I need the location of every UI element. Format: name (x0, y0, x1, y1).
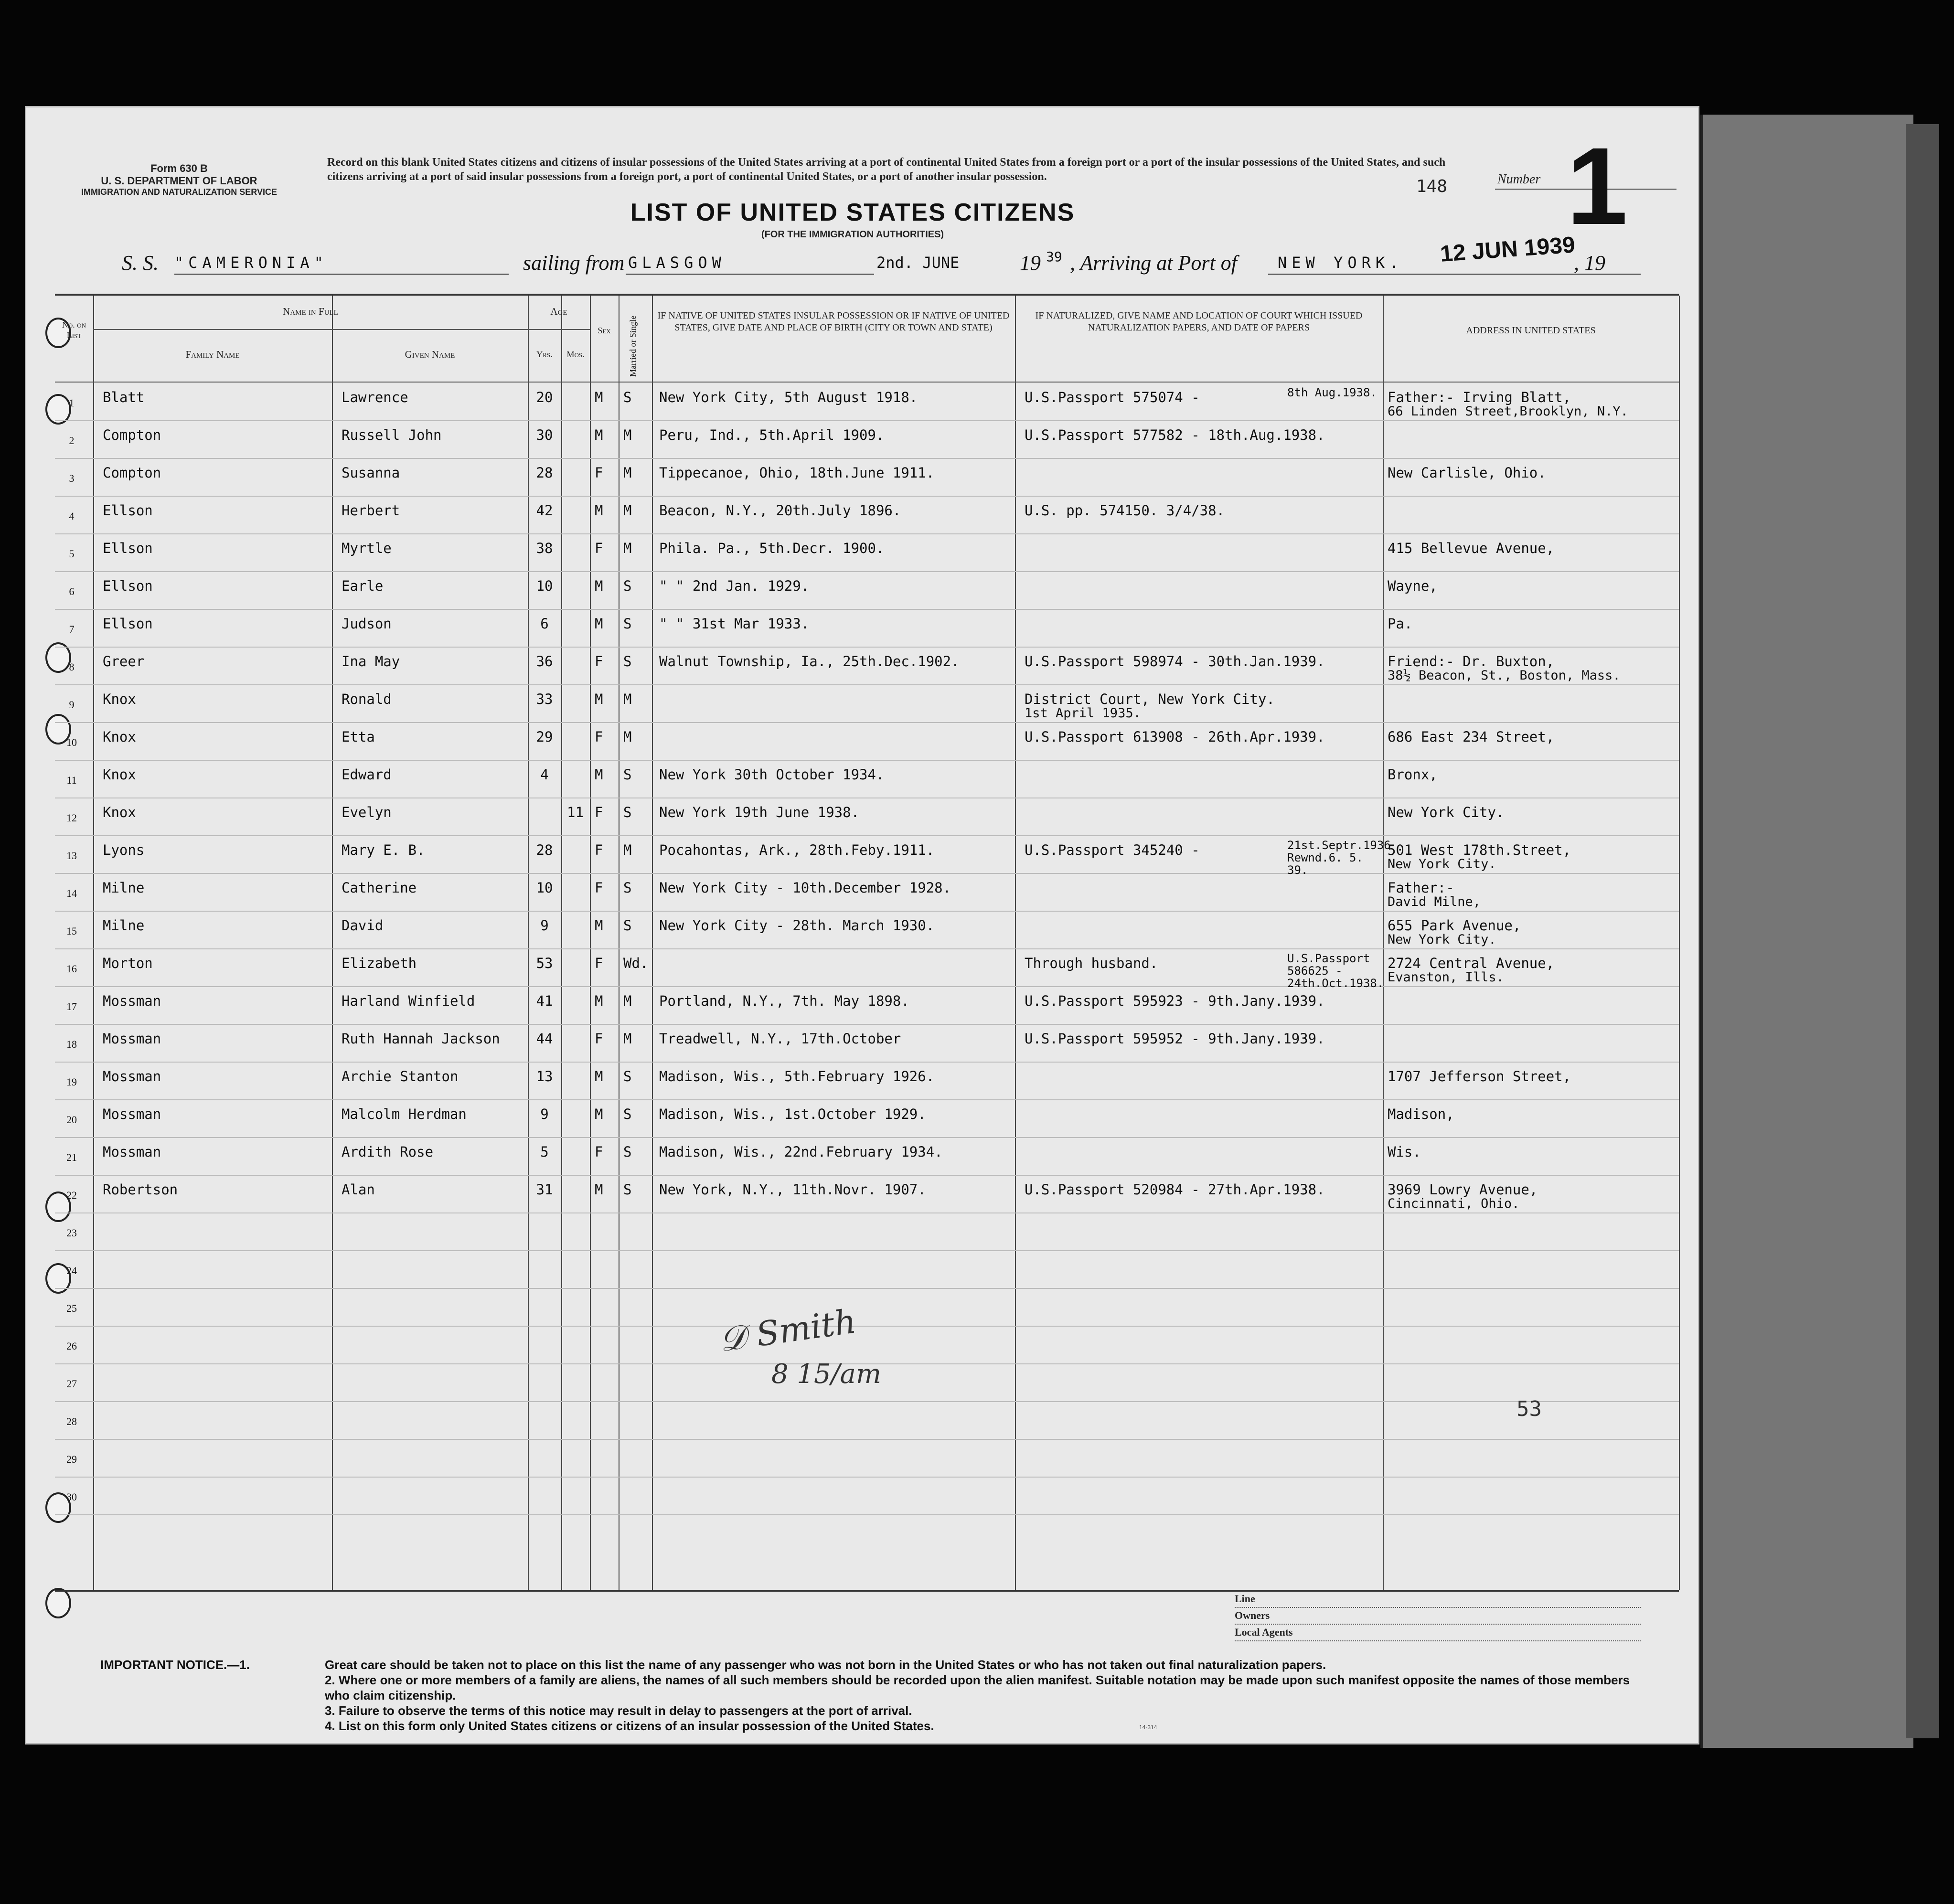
row-number: 24 (66, 1265, 77, 1276)
list-number: 1 (1567, 125, 1628, 247)
age-years-cell: 4 (540, 766, 549, 783)
arrival-port: NEW YORK. (1278, 254, 1404, 272)
birth-cell: Tippecanoe, Ohio, 18th.June 1911. (659, 465, 935, 481)
age-years-cell: 44 (536, 1031, 553, 1047)
adjacent-page (1700, 115, 1913, 1748)
naturalization-cell: District Court, New York City. (1025, 691, 1275, 707)
family-name-cell: Knox (103, 729, 136, 745)
table-row (55, 722, 1679, 761)
table-row (55, 383, 1679, 421)
given-name-cell: Archie Stanton (342, 1068, 459, 1085)
age-years-cell: 10 (536, 880, 553, 896)
marital-status-cell: M (623, 993, 632, 1009)
marital-status-cell: S (623, 1181, 632, 1198)
birth-cell: New York, N.Y., 11th.Novr. 1907. (659, 1181, 926, 1198)
table-row (55, 1477, 1679, 1515)
address-cell: Friend:- Dr. Buxton, (1388, 653, 1555, 670)
form-instructions: Record on this blank United States citizens and citizens of insular possessions of the United States arriving at a port of continental United States from a foreign port or a port of the insular possessions of the United States, and such citizens arriving at a port of said insular possessions from a foreign port, a port of continental United States, or a port of another insular possession. (327, 156, 1446, 183)
address-cell: Father:- (1388, 880, 1454, 896)
table-row (55, 684, 1679, 723)
naturalization-cell: U.S.Passport 520984 - 27th.Apr.1938. (1025, 1181, 1325, 1198)
header-rule (93, 329, 590, 330)
sex-cell: M (595, 578, 603, 594)
sex-cell: M (595, 427, 603, 443)
given-name-cell: Mary E. B. (342, 842, 425, 858)
table-row (55, 1213, 1679, 1251)
number-label: Number (1497, 172, 1541, 187)
address-cell: New York City. (1388, 804, 1505, 820)
family-name-cell: Lyons (103, 842, 145, 858)
row-number: 15 (66, 925, 77, 937)
age-years-cell: 5 (540, 1144, 549, 1160)
punch-hole (45, 1588, 71, 1618)
given-name-cell: David (342, 917, 384, 934)
form-number: Form 630 B (150, 162, 208, 174)
row-number: 3 (69, 472, 75, 484)
marital-status-cell: S (623, 389, 632, 405)
given-name-cell: Malcolm Herdman (342, 1106, 467, 1122)
birth-cell: New York 19th June 1938. (659, 804, 860, 820)
table-row (55, 986, 1679, 1025)
birth-cell: " " 31st Mar 1933. (659, 616, 810, 632)
address-cell: Father:- Irving Blatt, (1388, 389, 1571, 405)
birth-cell: New York City - 10th.December 1928. (659, 880, 951, 896)
notice-lead: IMPORTANT NOTICE.—1. (100, 1658, 250, 1672)
address-cell: Bronx, (1388, 766, 1438, 783)
marital-status-cell: S (623, 804, 632, 820)
given-name-cell: Ruth Hannah Jackson (342, 1031, 500, 1047)
given-name-cell: Harland Winfield (342, 993, 475, 1009)
table-row (55, 1062, 1679, 1100)
address-cell: 501 West 178th.Street, (1388, 842, 1571, 858)
table-row (55, 760, 1679, 798)
page-title: LIST OF UNITED STATES CITIZENS (630, 199, 1075, 226)
header-birth: IF NATIVE OF UNITED STATES INSULAR POSSESSION OR IF NATIVE OF UNITED STATES, GIVE DATE AND PLACE OF BIRTH (CITY OR TOWN AND STATE) (657, 310, 1010, 333)
sailing-from-label: sailing from (523, 251, 625, 275)
address-cell-2: 38½ Beacon, St., Boston, Mass. (1388, 668, 1621, 683)
given-name-cell: Edward (342, 766, 392, 783)
marital-status-cell: M (623, 1031, 632, 1047)
marital-status-cell: M (623, 502, 632, 519)
naturalization-cell-2: 1st April 1935. (1025, 706, 1141, 721)
age-years-cell: 28 (536, 465, 553, 481)
service-name: IMMIGRATION AND NATURALIZATION SERVICE (81, 187, 277, 197)
age-years-cell: 6 (540, 616, 549, 632)
given-name-cell: Ronald (342, 691, 392, 707)
age-years-cell: 20 (536, 389, 553, 405)
year-trailing: , 19 (1574, 251, 1605, 275)
age-years-cell: 42 (536, 502, 553, 519)
marital-status-cell: M (623, 842, 632, 858)
row-number: 26 (66, 1340, 77, 1352)
form-print-code: 14-314 (1139, 1724, 1157, 1731)
given-name-cell: Etta (342, 729, 375, 745)
sex-cell: F (595, 804, 603, 820)
notice-item: 2. Where one or more members of a family are aliens, the names of all such members should be recorded upon the alien manifest. Suitable notation may be made upon such manifest opposite the names of those members who claim citizenship. (325, 1673, 1630, 1702)
given-name-cell: Catherine (342, 880, 417, 896)
naturalization-cell-2: U.S.Passport 586625 - 24th.Oct.1938. (1287, 952, 1384, 990)
family-name-cell: Knox (103, 804, 136, 820)
age-years-cell: 38 (536, 540, 553, 556)
given-name-cell: Elizabeth (342, 955, 417, 971)
family-name-cell: Mossman (103, 1068, 161, 1085)
row-number: 11 (66, 774, 77, 786)
table-row (55, 1024, 1679, 1063)
arrival-underline (1268, 274, 1641, 275)
given-name-cell: Ina May (342, 653, 400, 670)
header-family-name: Family Name (185, 349, 240, 360)
given-name-cell: Earle (342, 578, 384, 594)
family-name-cell: Ellson (103, 578, 153, 594)
table-row (55, 835, 1679, 877)
birth-cell: Phila. Pa., 5th.Decr. 1900. (659, 540, 885, 556)
sex-cell: F (595, 1144, 603, 1160)
row-number: 9 (69, 699, 75, 711)
marital-status-cell: M (623, 465, 632, 481)
row-number: 20 (66, 1114, 77, 1126)
sex-cell: F (595, 540, 603, 556)
birth-cell: New York 30th October 1934. (659, 766, 885, 783)
row-number: 1 (69, 397, 75, 409)
age-years-cell: 31 (536, 1181, 553, 1198)
table-row (55, 571, 1679, 610)
table-row (55, 609, 1679, 648)
agent-lines (1235, 1593, 1641, 1643)
address-cell: Madison, (1388, 1106, 1454, 1122)
given-name-cell: Herbert (342, 502, 400, 519)
header-given-name: Given Name (405, 349, 455, 360)
ss-label: S. S. (122, 251, 159, 275)
marital-status-cell: Wd. (623, 955, 649, 971)
marital-status-cell: S (623, 653, 632, 670)
age-years-cell: 29 (536, 729, 553, 745)
important-notice (100, 1657, 1653, 1734)
row-number: 25 (66, 1302, 77, 1314)
family-name-cell: Milne (103, 917, 145, 934)
sex-cell: F (595, 880, 603, 896)
handwritten-signature: 𝒟 Smith (716, 1301, 859, 1360)
table-row (55, 911, 1679, 949)
address-cell-2: Evanston, Ills. (1388, 970, 1504, 985)
notice-item: 4. List on this form only United States citizens or citizens of an insular possession of the United States. (325, 1719, 934, 1733)
sex-cell: F (595, 1031, 603, 1047)
arriving-label: , Arriving at Port of (1070, 251, 1237, 275)
birth-cell: Peru, Ind., 5th.April 1909. (659, 427, 885, 443)
naturalization-cell: Through husband. (1025, 955, 1158, 971)
table-row (55, 1401, 1679, 1440)
age-years-cell: 30 (536, 427, 553, 443)
age-years-cell: 9 (540, 917, 549, 934)
address-cell: 3969 Lowry Avenue, (1388, 1181, 1538, 1198)
header-name-in-full: Name in Full (283, 306, 338, 317)
table-row (55, 420, 1679, 459)
naturalization-cell: U.S. pp. 574150. 3/4/38. (1025, 502, 1225, 519)
marital-status-cell: M (623, 729, 632, 745)
header-age: Age (550, 306, 567, 317)
birth-cell: Madison, Wis., 5th.February 1926. (659, 1068, 935, 1085)
table-row (55, 647, 1679, 685)
birth-cell: New York City - 28th. March 1930. (659, 917, 935, 934)
birth-cell: Portland, N.Y., 7th. May 1898. (659, 993, 909, 1009)
family-name-cell: Morton (103, 955, 153, 971)
marital-status-cell: S (623, 616, 632, 632)
ship-name: "CAMERONIA" (174, 254, 328, 272)
naturalization-cell: U.S.Passport 598974 - 30th.Jan.1939. (1025, 653, 1325, 670)
binding-strip (1906, 124, 1939, 1738)
table-row (55, 1250, 1679, 1289)
table-row (55, 798, 1679, 836)
address-cell: Wis. (1388, 1144, 1421, 1160)
family-name-cell: Ellson (103, 616, 153, 632)
header-no-on-list: No. on List (62, 320, 86, 340)
family-name-cell: Greer (103, 653, 145, 670)
given-name-cell: Lawrence (342, 389, 408, 405)
marital-status-cell: S (623, 1068, 632, 1085)
line-field: Line (1235, 1593, 1641, 1608)
sex-cell: F (595, 465, 603, 481)
header-address: ADDRESS IN UNITED STATES (1466, 325, 1596, 336)
header-married-single: Married or Single (628, 316, 638, 377)
sex-cell: M (595, 917, 603, 934)
age-years-cell: 28 (536, 842, 553, 858)
age-years-cell: 10 (536, 578, 553, 594)
table-row (55, 533, 1679, 572)
address-cell: 655 Park Avenue, (1388, 917, 1521, 934)
address-cell: New Carlisle, Ohio. (1388, 465, 1546, 481)
row-number: 7 (69, 623, 75, 635)
local-agents-field: Local Agents (1235, 1626, 1641, 1641)
naturalization-cell: U.S.Passport 345240 - (1025, 842, 1200, 858)
address-cell: 686 East 234 Street, (1388, 729, 1555, 745)
naturalization-cell: U.S.Passport 613908 - 26th.Apr.1939. (1025, 729, 1325, 745)
family-name-cell: Knox (103, 691, 136, 707)
age-years-cell: 41 (536, 993, 553, 1009)
row-number: 23 (66, 1227, 77, 1239)
given-name-cell: Ardith Rose (342, 1144, 434, 1160)
address-cell-2: New York City. (1388, 857, 1496, 872)
table-row (55, 496, 1679, 534)
port-underline (626, 274, 874, 275)
family-name-cell: Ellson (103, 540, 153, 556)
age-years-cell: 36 (536, 653, 553, 670)
sex-cell: M (595, 616, 603, 632)
table-row (55, 948, 1679, 990)
family-name-cell: Mossman (103, 1106, 161, 1122)
birth-cell: Pocahontas, Ark., 28th.Feby.1911. (659, 842, 935, 858)
departure-port: GLASGOW (628, 254, 726, 272)
page-mark: 53 (1516, 1397, 1542, 1421)
row-number: 30 (66, 1491, 77, 1503)
birth-cell: Madison, Wis., 1st.October 1929. (659, 1106, 926, 1122)
form-identifier (79, 162, 279, 197)
table-row (55, 873, 1679, 912)
header-sex: Sex (598, 326, 611, 335)
row-number: 27 (66, 1378, 77, 1390)
family-name-cell: Mossman (103, 1031, 161, 1047)
given-name-cell: Russell John (342, 427, 442, 443)
age-months-cell: 11 (567, 804, 584, 820)
sheet-number: 148 (1416, 177, 1448, 196)
year-suffix: 39 (1046, 249, 1062, 265)
notice-item: Great care should be taken not to place on this list the name of any passenger who was not born in the United States or who has not taken out final naturalization papers. (325, 1658, 1326, 1672)
naturalization-cell-2: 21st.Septr.1936 Rewnd.6. 5. 39. (1287, 839, 1391, 877)
header-yrs: Yrs. (536, 350, 553, 359)
sex-cell: M (595, 993, 603, 1009)
table-row (55, 1099, 1679, 1138)
marital-status-cell: S (623, 917, 632, 934)
family-name-cell: Knox (103, 766, 136, 783)
header-mos: Mos. (566, 350, 585, 359)
table-row (55, 1439, 1679, 1478)
naturalization-cell: U.S.Passport 575074 - (1025, 389, 1200, 405)
age-years-cell: 13 (536, 1068, 553, 1085)
family-name-cell: Robertson (103, 1181, 178, 1198)
age-years-cell: 9 (540, 1106, 549, 1122)
page-subtitle: (FOR THE IMMIGRATION AUTHORITIES) (761, 229, 944, 240)
marital-status-cell: M (623, 427, 632, 443)
given-name-cell: Susanna (342, 465, 400, 481)
row-number: 14 (66, 887, 77, 899)
sex-cell: M (595, 1106, 603, 1122)
row-number: 5 (69, 548, 75, 560)
address-cell: Pa. (1388, 616, 1413, 632)
row-number: 21 (66, 1151, 77, 1163)
sailing-date: 2nd. JUNE (876, 254, 960, 272)
birth-cell: " " 2nd Jan. 1929. (659, 578, 810, 594)
birth-cell: Walnut Township, Ia., 25th.Dec.1902. (659, 653, 960, 670)
naturalization-cell: U.S.Passport 595952 - 9th.Jany.1939. (1025, 1031, 1325, 1047)
marital-status-cell: S (623, 1106, 632, 1122)
row-number: 19 (66, 1076, 77, 1088)
marital-status-cell: S (623, 1144, 632, 1160)
birth-cell: New York City, 5th August 1918. (659, 389, 918, 405)
family-name-cell: Mossman (103, 993, 161, 1009)
address-cell: 415 Bellevue Avenue, (1388, 540, 1555, 556)
notice-items (325, 1657, 1653, 1734)
given-name-cell: Myrtle (342, 540, 392, 556)
given-name-cell: Judson (342, 616, 392, 632)
department-name: U. S. DEPARTMENT OF LABOR (101, 175, 257, 187)
marital-status-cell: S (623, 766, 632, 783)
sex-cell: F (595, 955, 603, 971)
naturalization-cell-2: 8th Aug.1938. (1287, 386, 1377, 399)
arrival-date-stamp: 12 JUN 1939 (1439, 232, 1576, 267)
sex-cell: M (595, 502, 603, 519)
address-cell-2: Cincinnati, Ohio. (1388, 1196, 1520, 1211)
marital-status-cell: S (623, 578, 632, 594)
address-cell-2: 66 Linden Street,Brooklyn, N.Y. (1388, 404, 1628, 419)
family-name-cell: Compton (103, 427, 161, 443)
family-name-cell: Ellson (103, 502, 153, 519)
row-number: 18 (66, 1038, 77, 1050)
given-name-cell: Alan (342, 1181, 375, 1198)
address-cell: 2724 Central Avenue, (1388, 955, 1555, 971)
birth-cell: Treadwell, N.Y., 17th.October (659, 1031, 901, 1047)
row-number: 2 (69, 435, 75, 447)
handwritten-time: 8 15/am (771, 1359, 882, 1390)
sex-cell: M (595, 766, 603, 783)
table-row (55, 1175, 1679, 1213)
table-row (55, 458, 1679, 497)
naturalization-cell: U.S.Passport 577582 - 18th.Aug.1938. (1025, 427, 1325, 443)
sex-cell: F (595, 842, 603, 858)
row-number: 4 (69, 510, 75, 522)
family-name-cell: Milne (103, 880, 145, 896)
family-name-cell: Mossman (103, 1144, 161, 1160)
family-name-cell: Compton (103, 465, 161, 481)
table-row (55, 1288, 1679, 1327)
age-years-cell: 33 (536, 691, 553, 707)
marital-status-cell: S (623, 880, 632, 896)
sex-cell: M (595, 691, 603, 707)
birth-cell: Beacon, N.Y., 20th.July 1896. (659, 502, 901, 519)
row-number: 28 (66, 1415, 77, 1427)
row-number: 13 (66, 850, 77, 862)
passenger-table (55, 294, 1679, 1592)
birth-cell: Madison, Wis., 22nd.February 1934. (659, 1144, 943, 1160)
table-row (55, 1137, 1679, 1176)
row-number: 8 (69, 661, 75, 673)
ship-underline (174, 274, 509, 275)
marital-status-cell: M (623, 691, 632, 707)
row-number: 29 (66, 1453, 77, 1465)
sex-cell: M (595, 1068, 603, 1085)
row-number: 22 (66, 1189, 77, 1201)
sex-cell: M (595, 1181, 603, 1198)
manifest-page (26, 107, 1698, 1743)
address-cell: Wayne, (1388, 578, 1438, 594)
naturalization-cell: U.S.Passport 595923 - 9th.Jany.1939. (1025, 993, 1325, 1009)
row-number: 10 (66, 736, 77, 748)
sex-cell: F (595, 729, 603, 745)
given-name-cell: Evelyn (342, 804, 392, 820)
sex-cell: F (595, 653, 603, 670)
address-cell: 1707 Jefferson Street, (1388, 1068, 1571, 1085)
marital-status-cell: M (623, 540, 632, 556)
header-naturalized: IF NATURALIZED, GIVE NAME AND LOCATION OF COURT WHICH ISSUED NATURALIZATION PAPERS, AND DATE OF PAPERS (1035, 310, 1363, 333)
row-number: 17 (66, 1000, 77, 1012)
year-prefix: 19 (1020, 251, 1041, 275)
sex-cell: M (595, 389, 603, 405)
notice-item: 3. Failure to observe the terms of this notice may result in delay to passengers at the port of arrival. (325, 1703, 912, 1718)
col-rule (1679, 296, 1680, 1590)
row-number: 6 (69, 585, 75, 597)
row-number: 12 (66, 812, 77, 824)
row-number: 16 (66, 963, 77, 975)
family-name-cell: Blatt (103, 389, 145, 405)
address-cell-2: New York City. (1388, 932, 1496, 947)
address-cell-2: David Milne, (1388, 894, 1481, 909)
owners-field: Owners (1235, 1609, 1641, 1625)
age-years-cell: 53 (536, 955, 553, 971)
